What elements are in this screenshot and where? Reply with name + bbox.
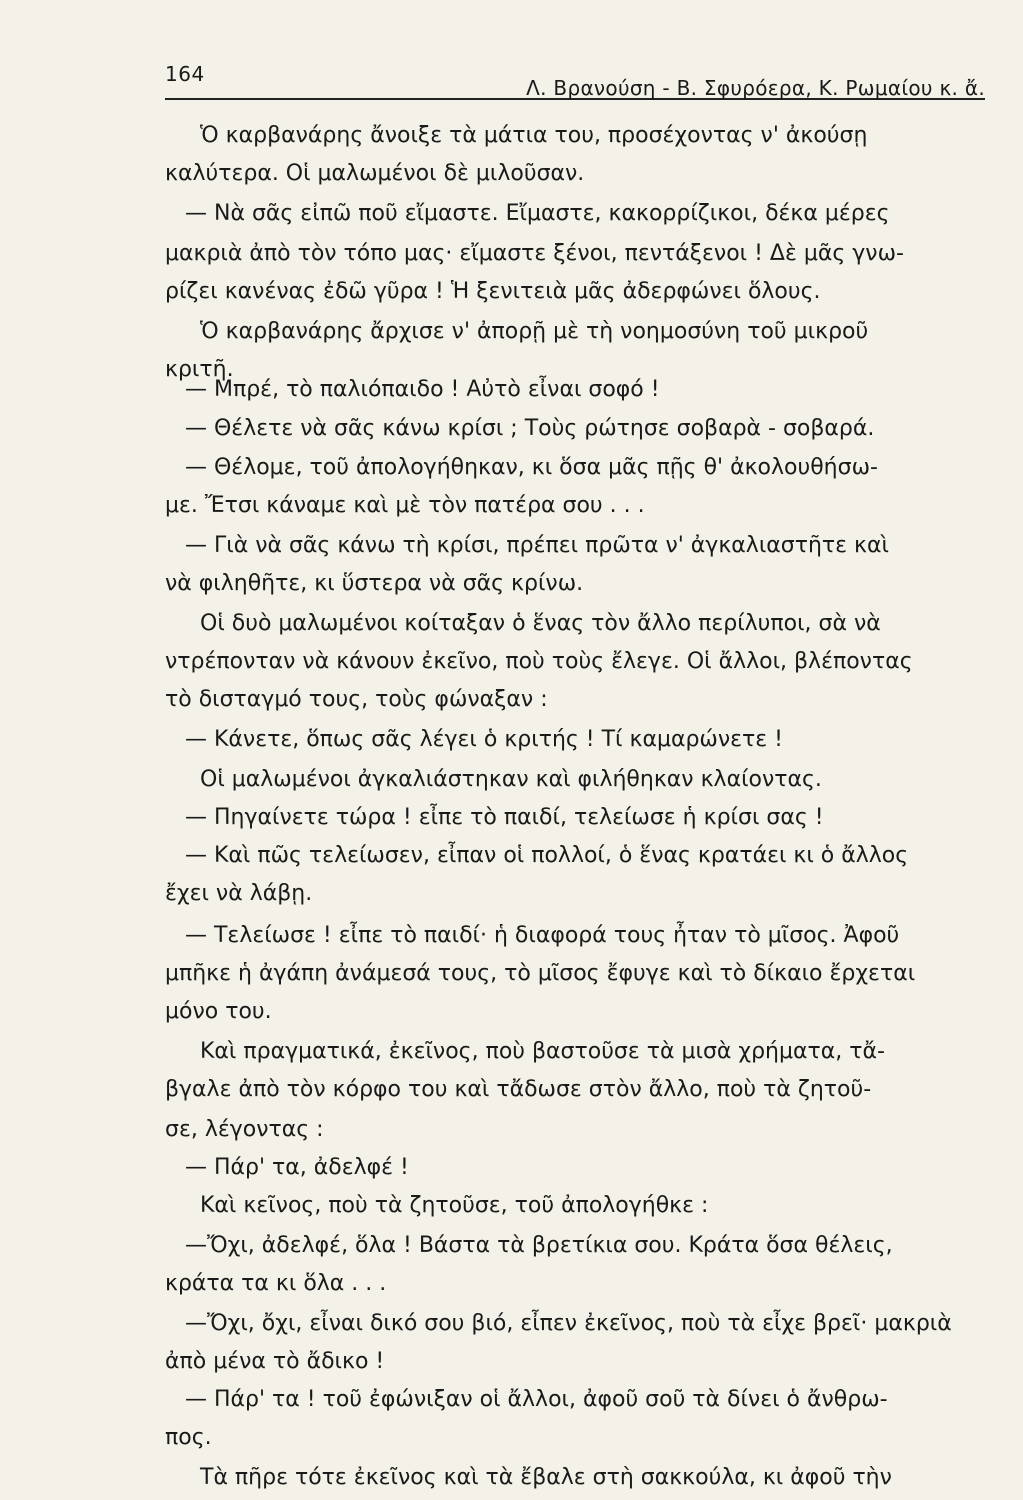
text-line: κράτα τα κι ὅλα . . . — [165, 1271, 387, 1296]
text-line: Ὁ καρβανάρης ἄρχισε ν' ἀπορῇ μὲ τὴ νοημοσύνη τοῦ μικροῦ — [200, 319, 869, 344]
text-line: βγαλε ἀπὸ τὸν κόρφο του καὶ τἄδωσε στὸν ἄλλο, ποὺ τὰ ζητοῦ- — [165, 1077, 872, 1102]
text-line: ρίζει κανένας ἐδῶ γῦρα ! Ἡ ξενιτειὰ μᾶς ἀδερφώνει ὅλους. — [165, 279, 821, 304]
text-line: — Τελείωσε ! εἶπε τὸ παιδί· ἡ διαφορά τους ἦταν τὸ μῖσος. Ἀφοῦ — [185, 923, 900, 948]
text-line: μόνο του. — [165, 999, 272, 1024]
text-line: Τὰ πῆρε τότε ἐκεῖνος καὶ τὰ ἔβαλε στὴ σακκούλα, κι ἀφοῦ τὴν — [200, 1465, 892, 1490]
text-line: κριτῆ. — [165, 357, 234, 382]
text-line: σε, λέγοντας : — [165, 1117, 324, 1142]
text-line: — Πηγαίνετε τώρα ! εἶπε τὸ παιδί, τελείωσε ἡ κρίσι σας ! — [185, 805, 824, 830]
text-line: — Μπρέ, τὸ παλιόπαιδο ! Αὐτὸ εἶναι σοφό ! — [185, 377, 660, 402]
text-line: μακριὰ ἀπὸ τὸν τόπο μας· εἴμαστε ξένοι, πεντάξενοι ! Δὲ μᾶς γνω- — [165, 241, 904, 266]
text-line: Οἱ μαλωμένοι ἀγκαλιάστηκαν καὶ φιλήθηκαν κλαίοντας. — [200, 767, 822, 792]
page-header — [165, 62, 985, 100]
text-line: —Ὄχι, ἀδελφέ, ὅλα ! Βάστα τὰ βρετίκια σου. Κράτα ὅσα θέλεις, — [185, 1233, 893, 1258]
text-line: — Πάρ' τα, ἀδελφέ ! — [185, 1155, 409, 1180]
page-number: 164 — [165, 62, 205, 86]
text-line: με. Ἔτσι κάναμε καὶ μὲ τὸν πατέρα σου . . . — [165, 493, 645, 518]
text-line: τὸ δισταγμό τους, τοὺς φώναξαν : — [165, 687, 548, 712]
text-line: νὰ φιληθῆτε, κι ὕστερα νὰ σᾶς κρίνω. — [165, 571, 584, 596]
text-line: καλύτερα. Οἱ μαλωμένοι δὲ μιλοῦσαν. — [165, 161, 585, 186]
text-line: — Κάνετε, ὅπως σᾶς λέγει ὁ κριτής ! Τί καμαρώνετε ! — [185, 727, 783, 752]
text-line: πος. — [165, 1425, 212, 1450]
text-line: — Θέλομε, τοῦ ἀπολογήθηκαν, κι ὅσα μᾶς πῇς θ' ἀκολουθήσω- — [185, 455, 878, 480]
text-line: Καὶ κεῖνος, ποὺ τὰ ζητοῦσε, τοῦ ἀπολογήθκε : — [200, 1193, 709, 1218]
text-line: ἀπὸ μένα τὸ ἄδικο ! — [165, 1349, 385, 1374]
text-line: Οἱ δυὸ μαλωμένοι κοίταξαν ὁ ἕνας τὸν ἄλλο περίλυποι, σὰ νὰ — [200, 611, 881, 636]
running-head: Λ. Βρανούση - Β. Σφυρόερα, Κ. Ρωμαίου κ. ἄ. — [526, 76, 985, 100]
text-line: — Πάρ' τα ! τοῦ ἐφώνιξαν οἱ ἄλλοι, ἀφοῦ σοῦ τὰ δίνει ὁ ἄνθρω- — [185, 1387, 888, 1412]
text-line: — Καὶ πῶς τελείωσεν, εἶπαν οἱ πολλοί, ὁ ἕνας κρατάει κι ὁ ἄλλος — [185, 843, 909, 868]
text-line: — Γιὰ νὰ σᾶς κάνω τὴ κρίσι, πρέπει πρῶτα ν' ἀγκαλιαστῆτε καὶ — [185, 533, 889, 558]
text-line: μπῆκε ἡ ἀγάπη ἀνάμεσά τους, τὸ μῖσος ἔφυγε καὶ τὸ δίκαιο ἔρχεται — [165, 961, 916, 986]
text-line: — Θέλετε νὰ σᾶς κάνω κρίσι ; Τοὺς ρώτησε σοβαρὰ - σοβαρά. — [185, 416, 875, 441]
text-line: — Νὰ σᾶς εἰπῶ ποῦ εἴμαστε. Εἴμαστε, κακορρίζικοι, δέκα μέρες — [185, 201, 890, 226]
text-line: Ὁ καρβανάρης ἄνοιξε τὰ μάτια του, προσέχοντας ν' ἀκούσῃ — [200, 123, 868, 148]
text-line: —Ὄχι, ὄχι, εἶναι δικό σου βιό, εἶπεν ἐκεῖνος, ποὺ τὰ εἶχε βρεῖ· μακριὰ — [185, 1311, 952, 1336]
text-line: ντρέπονταν νὰ κάνουν ἐκεῖνο, ποὺ τοὺς ἔλεγε. Οἱ ἄλλοι, βλέποντας — [165, 649, 913, 674]
text-line: Καὶ πραγματικά, ἐκεῖνος, ποὺ βαστοῦσε τὰ μισὰ χρήματα, τἄ- — [200, 1039, 885, 1064]
text-line: ἔχει νὰ λάβῃ. — [165, 881, 313, 906]
